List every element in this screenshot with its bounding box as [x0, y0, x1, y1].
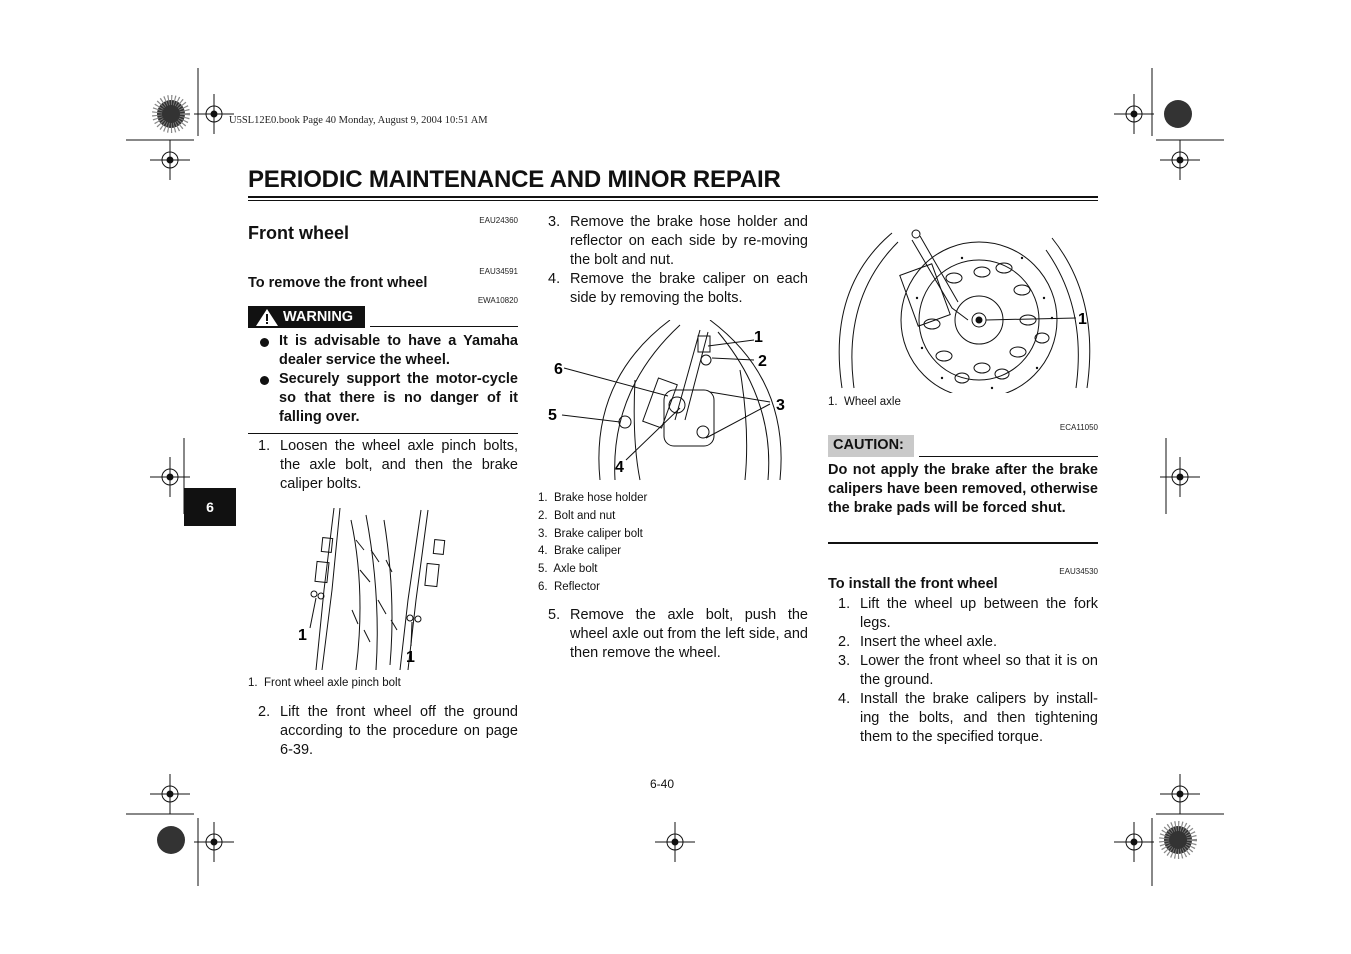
list-item: 3. Remove the brake hose holder and reflector on each side by re-moving the bolt and nut.	[548, 214, 808, 268]
warning-text: WARNING	[283, 309, 354, 325]
warning-rule	[370, 326, 518, 327]
list-item: 1. Lift the wheel up between the fork legs.	[838, 596, 1098, 631]
code-label: ECA11050	[1059, 423, 1098, 432]
code-label: EWA10820	[477, 296, 518, 305]
brake-caliper-figure	[540, 320, 800, 485]
warning-triangle-icon	[256, 309, 278, 326]
install-steps	[838, 595, 1098, 747]
brake-disc-figure	[832, 228, 1098, 393]
figure-callout: 6	[554, 361, 563, 378]
figure-caption: 1. Front wheel axle pinch bolt	[248, 677, 401, 689]
caption-item: 2. Bolt and nut	[538, 509, 616, 522]
caution-text: Do not apply the brake after the brake calipers have been removed, otherwise the brake pads will be forced shut.	[828, 462, 1098, 516]
title-rule	[248, 200, 1098, 201]
list-item: It is advisable to have a Yamaha dealer service the wheel.	[248, 332, 518, 370]
caption-item: 5. Axle bolt	[538, 563, 598, 576]
title-rule	[248, 196, 1098, 198]
code-label: EAU34591	[479, 267, 518, 276]
subsection-heading: To install the front wheel	[828, 576, 998, 592]
remove-steps-c	[548, 213, 808, 308]
remove-steps-d	[548, 606, 808, 663]
list-item: 4. Install the brake calipers by install-ing the bolts, and then tightening them to the specified torque.	[838, 691, 1098, 745]
page-title: PERIODIC MAINTENANCE AND MINOR REPAIR	[248, 166, 781, 193]
figure-callout: 3	[776, 397, 785, 414]
remove-steps-b	[258, 703, 518, 760]
figure-callout: 1	[1078, 311, 1087, 328]
caption-item: 4. Brake caliper	[538, 545, 622, 558]
figure-callout: 1	[298, 627, 307, 644]
figure-callout: 2	[758, 353, 767, 370]
list-item: 5. Remove the axle bolt, push the wheel axle out from the left side, and then remove the wheel.	[548, 607, 808, 661]
section-heading: Front wheel	[248, 223, 350, 243]
figure-caption: 1. Wheel axle	[828, 396, 901, 408]
page-number: 6-40	[650, 777, 675, 791]
figure-callout: 4	[615, 459, 624, 476]
warning-bottom-rule	[248, 433, 518, 434]
warning-list	[248, 332, 518, 427]
caption-item: 3. Brake caliper bolt	[538, 527, 643, 540]
caution-bottom-rule	[828, 542, 1098, 544]
figure-callout: 1	[754, 329, 763, 346]
caution-label: CAUTION:	[828, 435, 914, 457]
print-header: U5SL12E0.book Page 40 Monday, August 9, 2004 10:51 AM	[229, 115, 488, 126]
list-item: 4. Remove the brake caliper on each side by removing the bolts.	[548, 271, 808, 306]
remove-steps-a	[258, 437, 518, 494]
code-label: EAU24360	[479, 216, 518, 225]
caution-rule	[919, 456, 1098, 457]
figure-callout: 5	[548, 407, 557, 424]
caption-item: 6. Reflector	[538, 580, 601, 593]
warning-label	[248, 306, 365, 328]
list-item: 3. Lower the front wheel so that it is on the ground.	[838, 653, 1098, 688]
list-item: 2. Insert the wheel axle.	[838, 634, 998, 650]
code-label: EAU34530	[1059, 567, 1098, 576]
section-tab: 6	[184, 488, 236, 526]
caption-item: 1. Brake hose holder	[538, 492, 648, 504]
list-item: Securely support the motor-cycle so that there is no danger of it falling over.	[248, 370, 518, 427]
fork-pinch-bolt-figure	[296, 500, 466, 675]
figure-callout: 1	[406, 649, 415, 666]
list-item: 1. Loosen the wheel axle pinch bolts, the axle bolt, and then the brake caliper bolts.	[258, 438, 518, 492]
list-item: 2. Lift the front wheel off the ground according to the procedure on page 6-39.	[258, 704, 518, 758]
subsection-heading: To remove the front wheel	[248, 275, 428, 291]
figure-caption	[538, 490, 647, 597]
